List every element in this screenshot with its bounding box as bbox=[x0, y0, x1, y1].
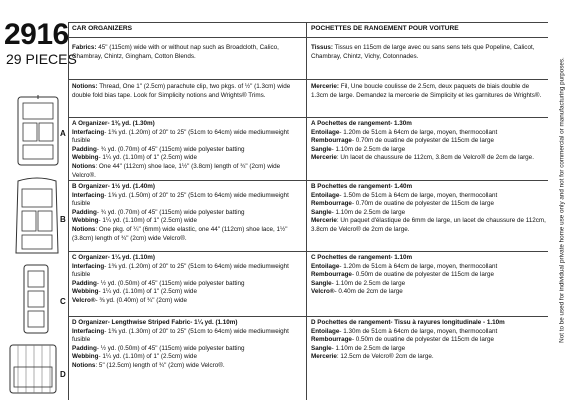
fr-notions bbox=[311, 83, 546, 100]
en-d-line-label: Padding bbox=[72, 344, 97, 352]
fr-b-title: B Pochettes de rangement- 1.40m bbox=[311, 183, 413, 190]
en-b-line-label: Padding bbox=[72, 208, 97, 216]
fr-organizer-c bbox=[311, 254, 546, 297]
en-a-line-text: - ¾ yd. (0.70m) of 45" (115cm) wide polyester batting bbox=[96, 145, 245, 153]
fr-header: POCHETTES DE RANGEMENT POUR VOITURE bbox=[311, 25, 459, 32]
en-b-line-text: - 1⅝ yd. (1.50m) of 20" to 25" (51cm to 64cm) wide mediumweight fusible bbox=[72, 191, 289, 208]
en-a-line-text: : One 44" (112cm) shoe lace, 1½" (3.8cm) length of ¾" (2cm) wide Velcro®. bbox=[72, 162, 281, 179]
en-d-line-text: : 5" (12.5cm) length of ¾" (2cm) wide Velcro®. bbox=[95, 361, 225, 369]
en-a-line-label: Webbing bbox=[72, 154, 99, 162]
en-organizer-a bbox=[72, 120, 303, 180]
fr-d-line-text: - 1.10m de 2.5cm de large bbox=[331, 344, 406, 352]
fr-a-line-label: Entoilage bbox=[311, 128, 340, 136]
row-divider bbox=[68, 22, 548, 23]
thumb-letter-a: A bbox=[60, 129, 66, 138]
fr-a-line-text: - 0.70m de ouatine de polyester de 115cm de large bbox=[351, 137, 494, 145]
en-b-line-label: Webbing bbox=[72, 217, 99, 225]
organizer-c-illustration bbox=[18, 263, 54, 335]
fr-d-title: D Pochettes de rangement- Tissu à rayures longitudinale - 1.10m bbox=[311, 319, 505, 326]
fr-d-line-label: Rembourrage bbox=[311, 336, 352, 344]
en-c-line-label: Interfacing bbox=[72, 262, 105, 270]
row-divider bbox=[68, 79, 548, 80]
fr-a-line-text: - 1.20m de 51cm à 64cm de large, moyen, thermocollant bbox=[339, 128, 498, 136]
en-fabrics bbox=[72, 44, 303, 61]
fr-header-section bbox=[311, 25, 546, 34]
fr-d-line-text: - 1.30m de 51cm à 64cm de large, moyen, thermocollant bbox=[339, 327, 498, 335]
row-divider bbox=[68, 37, 548, 38]
organizer-b-illustration bbox=[12, 177, 62, 257]
en-d-title: D Organizer- Lengthwise Striped Fabric- 1¼ yd. (1.10m) bbox=[72, 319, 238, 326]
en-c-line-text: - ⅜ yd. (0.40m) of ¾" (2cm) wide bbox=[95, 296, 188, 304]
en-b-line-text: - 1¼ yd. (1.10m) of 1" (2.5cm) wide bbox=[98, 217, 197, 225]
en-d-line-text: - 1¼ yd. (1.10m) of 1" (2.5cm) wide bbox=[98, 353, 197, 361]
en-b-line-text: - ¾ yd. (0.70m) of 45" (115cm) wide polyester batting bbox=[96, 208, 245, 216]
fr-c-line-label: Entoilage bbox=[311, 262, 340, 270]
en-b-line-text: : One pkg. of ¼" (6mm) wide elastic, one 44" (112cm) shoe lace, 1½" (3.8cm) length of ¾" (2cm) wide Velcro®. bbox=[72, 225, 288, 242]
row-divider bbox=[68, 316, 548, 317]
en-a-line-text: - 1¼ yd. (1.10m) of 1" (2.5cm) wide bbox=[98, 154, 197, 162]
en-notions-label: Notions: bbox=[72, 83, 98, 90]
thumb-letter-b: B bbox=[60, 215, 66, 224]
organizer-d-illustration bbox=[6, 341, 60, 397]
piece-count: 29 PIECES bbox=[6, 51, 77, 67]
en-b-line-label: Interfacing bbox=[72, 191, 105, 199]
organizer-thumbnails bbox=[0, 85, 68, 400]
fr-c-title: C Pochettes de rangement- 1.10m bbox=[311, 254, 413, 261]
en-c-line-text: - 1⅜ yd. (1.20m) of 20" to 25" (51cm to 64cm) wide mediumweight fusible bbox=[72, 262, 289, 279]
en-d-line-label: Webbing bbox=[72, 353, 99, 361]
fr-a-line-text: - 1.10m de 2.5cm de large bbox=[331, 145, 406, 153]
fr-notions-label: Mercerie: bbox=[311, 83, 340, 90]
fr-c-line-label: Sangle bbox=[311, 279, 332, 287]
en-d-line-label: Notions bbox=[72, 361, 96, 369]
fr-b-line-label: Sangle bbox=[311, 208, 332, 216]
fr-organizer-d bbox=[311, 319, 546, 362]
fr-d-line-label: Mercerie bbox=[311, 353, 337, 361]
en-a-line-text: - 1⅜ yd. (1.20m) of 20" to 25" (51cm to 64cm) wide mediumweight fusible bbox=[72, 128, 289, 145]
en-a-line-label: Notions bbox=[72, 162, 96, 170]
row-divider bbox=[68, 117, 548, 118]
en-notions-text: Thread, One 1" (2.5cm) parachute clip, two pkgs. of ½" (1.3cm) wide double fold bias tape. Look for Simplicity notions and Wrights® Trims. bbox=[72, 83, 291, 99]
en-organizer-c bbox=[72, 254, 303, 306]
fr-b-line-label: Rembourrage bbox=[311, 200, 352, 208]
fr-organizer-a bbox=[311, 120, 546, 163]
usage-notice bbox=[556, 10, 568, 390]
fr-c-line-label: Rembourrage bbox=[311, 271, 352, 279]
fr-a-line-label: Mercerie bbox=[311, 154, 337, 162]
fr-c-line-text: - 1.20m de 51cm à 64cm de large, moyen, thermocollant bbox=[339, 262, 498, 270]
thumb-letter-d: D bbox=[60, 370, 66, 379]
fr-fabrics bbox=[311, 44, 546, 61]
en-organizer-d bbox=[72, 319, 303, 371]
en-d-line-text: - ½ yd. (0.50m) of 45" (115cm) wide polyester batting bbox=[96, 344, 245, 352]
en-d-line-label: Interfacing bbox=[72, 327, 105, 335]
en-d-line-text: - 1⅜ yd. (1.30m) of 20" to 25" (51cm to 64cm) wide mediumweight fusible bbox=[72, 327, 289, 344]
en-a-line-label: Interfacing bbox=[72, 128, 105, 136]
fr-b-line-label: Mercerie bbox=[311, 217, 337, 225]
en-c-line-label: Webbing bbox=[72, 288, 99, 296]
fr-b-line-text: - 1.50m de 51cm à 64cm de large, moyen, thermocollant bbox=[339, 191, 498, 199]
usage-notice-text: Not to be used for individual private home use only and not for commercial or manufacturing purposes. bbox=[558, 57, 566, 343]
fr-d-line-label: Sangle bbox=[311, 344, 332, 352]
row-divider bbox=[68, 180, 548, 181]
fr-c-line-text: - 0.40m de 2cm de large bbox=[334, 288, 403, 296]
fr-c-line-text: - 0.50m de ouatine de polyester de 115cm de large bbox=[351, 271, 494, 279]
fr-fabrics-label: Tissus: bbox=[311, 44, 333, 51]
en-b-title: B Organizer- 1½ yd. (1.40m) bbox=[72, 183, 155, 190]
en-header-section bbox=[72, 25, 303, 34]
fr-d-line-label: Entoilage bbox=[311, 327, 340, 335]
fr-fabrics-text: Tissus en 115cm de large avec ou sans sens tels que Popeline, Calicot, Chambray, Chintz, Vichy, Cotonnades. bbox=[311, 44, 535, 60]
fr-b-line-text: : Un paquet d'élastique de 6mm de large, un lacet de chaussure de 112cm, 3.8cm de Velcro® de 2cm de large. bbox=[311, 217, 546, 233]
en-a-title: A Organizer- 1⅜ yd. (1.30m) bbox=[72, 120, 155, 127]
en-fabrics-text: 45" (115cm) wide with or without nap such as Broadcloth, Calico, Chambray, Chintz, Gingham, Cotton Blends. bbox=[72, 44, 279, 60]
fr-organizer-b bbox=[311, 183, 546, 235]
fr-d-line-text: : 12.5cm de Velcro® 2cm de large. bbox=[336, 353, 434, 361]
fr-a-line-label: Sangle bbox=[311, 145, 332, 153]
fr-b-line-text: - 0.70m de ouatine de polyester de 115cm de large bbox=[351, 200, 494, 208]
pattern-number: 2916 bbox=[4, 18, 69, 51]
fr-a-line-text: : Un lacet de chaussure de 112cm, 3.8cm de Velcro® de 2cm de large. bbox=[336, 154, 534, 162]
en-c-line-text: - ½ yd. (0.50m) of 45" (115cm) wide polyester batting bbox=[96, 279, 245, 287]
thumb-letter-c: C bbox=[60, 297, 66, 306]
en-c-line-label: Padding bbox=[72, 279, 97, 287]
en-c-line-label: Velcro® bbox=[72, 296, 96, 304]
row-divider bbox=[68, 251, 548, 252]
fr-b-line-label: Entoilage bbox=[311, 191, 340, 199]
fr-a-title: A Pochettes de rangement- 1.30m bbox=[311, 120, 412, 127]
fr-c-line-label: Velcro® bbox=[311, 288, 335, 296]
fr-a-line-label: Rembourrage bbox=[311, 137, 352, 145]
organizer-a-illustration bbox=[14, 95, 62, 167]
en-fabrics-label: Fabrics: bbox=[72, 44, 97, 51]
en-notions bbox=[72, 83, 303, 100]
en-b-line-label: Notions bbox=[72, 225, 96, 233]
en-header: CAR ORGANIZERS bbox=[72, 25, 133, 32]
en-c-line-text: - 1¼ yd. (1.10m) of 1" (2.5cm) wide bbox=[98, 288, 197, 296]
fr-notions-text: Fil, Une boucle coulisse de 2.5cm, deux paquets de biais double de 1.3cm de large. Demandez la mercerie de Simplicity et les garnitures de Wrights®. bbox=[311, 83, 542, 99]
en-organizer-b bbox=[72, 183, 303, 243]
en-a-line-label: Padding bbox=[72, 145, 97, 153]
fr-d-line-text: - 0.50m de ouatine de polyester de 115cm de large bbox=[351, 336, 494, 344]
fr-c-line-text: - 1.10m de 2.5cm de large bbox=[331, 279, 406, 287]
en-c-title: C Organizer- 1¼ yd. (1.10m) bbox=[72, 254, 155, 261]
fr-b-line-text: - 1.10m de 2.5cm de large bbox=[331, 208, 406, 216]
